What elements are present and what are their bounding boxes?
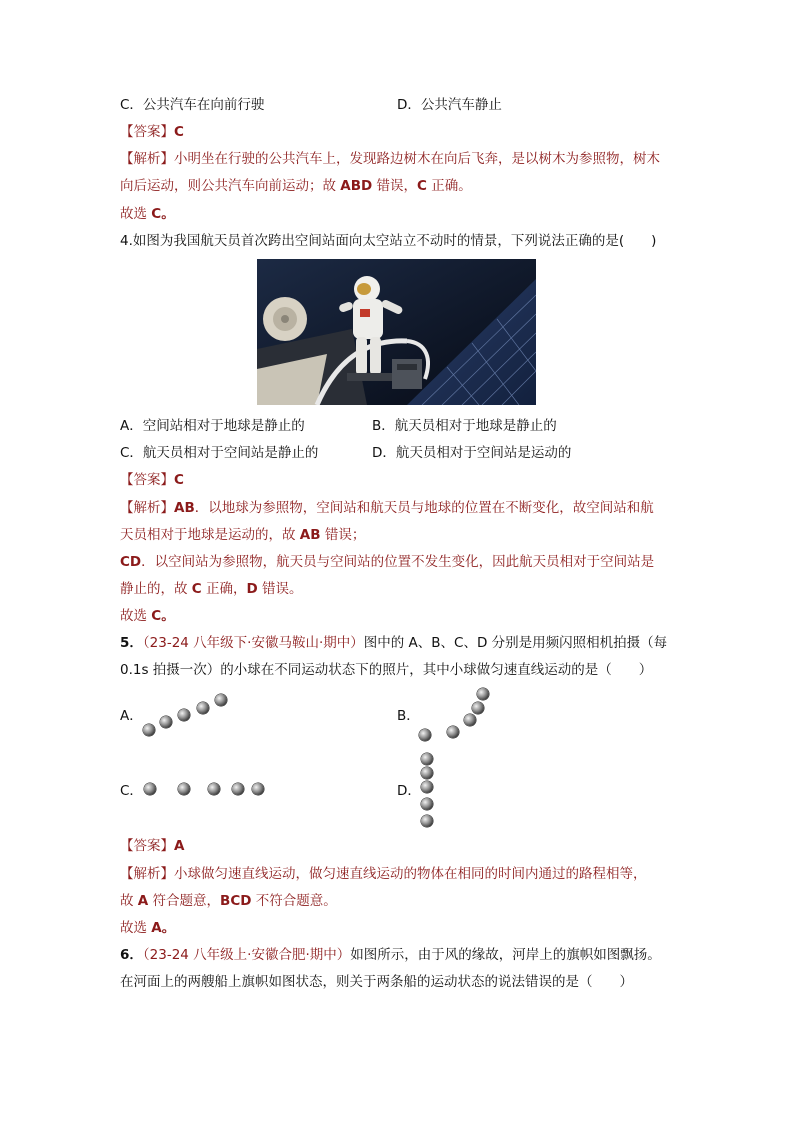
q4-conclusion: 故选 C。	[120, 608, 175, 624]
q5-stem-line1: 5．（23-24 八年级下·安徽马鞍山·期中）图中的 A、B、C、D 分别是用频闪照相机拍摄（每	[120, 635, 668, 651]
ball-a-5	[215, 694, 227, 706]
q3-analysis-line2: 向后运动，则公共汽车向前运动；故 ABD 错误，C 正确。	[120, 178, 472, 194]
q4-option-c: C．航天员相对于空间站是静止的	[120, 445, 319, 461]
ball-a-2	[160, 716, 172, 728]
ball-b-2	[447, 726, 459, 738]
ball-c-1	[144, 783, 156, 795]
ball-a-4	[197, 702, 209, 714]
q5-stem-line2: 0.1s 拍摄一次）的小球在不同运动状态下的照片，其中小球做匀速直线运动的是（ ）	[120, 662, 653, 678]
ball-b-4	[472, 702, 484, 714]
q4-option-d: D．航天员相对于空间站是运动的	[372, 445, 572, 461]
ball-d-5	[421, 815, 433, 827]
q3-answer: 【答案】C	[120, 124, 184, 140]
ball-c-2	[178, 783, 190, 795]
q5-analysis-line1: 【解析】小球做匀速直线运动，做匀速直线运动的物体在相同的时间内通过的路程相等，	[120, 866, 647, 882]
q4-stem: 4.如图为我国航天员首次跨出空间站面向太空站立不动时的情景，下列说法正确的是( )	[120, 233, 657, 249]
q5-label-a: A．	[120, 708, 143, 724]
q5-answer: 【答案】A	[120, 838, 185, 854]
ball-d-4	[421, 798, 433, 810]
q3-option-d: D．公共汽车静止	[397, 97, 502, 113]
q4-analysis-line4: 静止的，故 C 正确，D 错误。	[120, 581, 303, 597]
q4-analysis-line2: 天员相对于地球是运动的，故 AB 错误；	[120, 527, 366, 543]
ball-c-4	[232, 783, 244, 795]
ball-b-1	[419, 729, 431, 741]
ball-a-3	[178, 709, 190, 721]
ball-d-3	[421, 781, 433, 793]
q4-option-b: B．航天员相对于地球是静止的	[372, 418, 557, 434]
ball-c-3	[208, 783, 220, 795]
astronaut-photo	[257, 259, 536, 405]
q4-analysis-line3: CD．以空间站为参照物，航天员与空间站的位置不发生变化，因此航天员相对于空间站是	[120, 554, 655, 570]
q6-stem-line2: 在河面上的两艘船上旗帜如图状态，则关于两条船的运动状态的说法错误的是（ ）	[120, 974, 633, 990]
q4-option-a: A．空间站相对于地球是静止的	[120, 418, 305, 434]
ball-d-1	[421, 753, 433, 765]
q4-answer: 【答案】C	[120, 472, 184, 488]
q3-option-c: C．公共汽车在向前行驶	[120, 97, 265, 113]
q5-label-b: B．	[397, 708, 420, 724]
q5-label-d: D．	[397, 783, 421, 799]
q4-analysis-line1: 【解析】AB．以地球为参照物，空间站和航天员与地球的位置在不断变化，故空间站和航	[120, 500, 654, 516]
q3-conclusion: 故选 C。	[120, 206, 175, 222]
q5-label-c: C．	[120, 783, 143, 799]
ball-b-3	[464, 714, 476, 726]
ball-d-2	[421, 767, 433, 779]
ball-a-1	[143, 724, 155, 736]
q6-stem-line1: 6．（23-24 八年级上·安徽合肥·期中）如图所示，由于风的缘故，河岸上的旗帜如图飘扬。	[120, 947, 661, 963]
ball-b-5	[477, 688, 489, 700]
q3-analysis-line1: 【解析】小明坐在行驶的公共汽车上，发现路边树木在向后飞奔，是以树木为参照物，树木	[120, 151, 660, 167]
q5-analysis-line2: 故 A 符合题意，BCD 不符合题意。	[120, 893, 337, 909]
q5-conclusion: 故选 A。	[120, 920, 176, 936]
ball-c-5	[252, 783, 264, 795]
